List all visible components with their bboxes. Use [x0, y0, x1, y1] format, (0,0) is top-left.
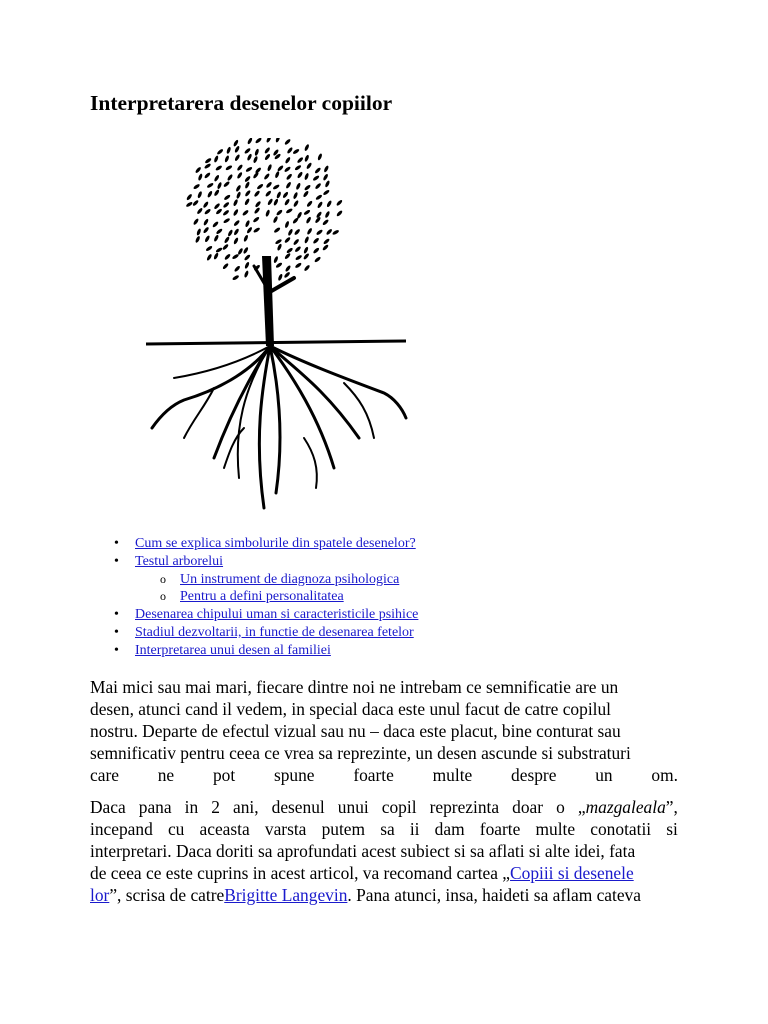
word: despre	[511, 765, 557, 785]
leaf-mark	[295, 254, 303, 261]
leaf-mark	[303, 264, 310, 272]
leaf-mark	[222, 243, 229, 250]
word: doar	[512, 797, 544, 817]
circle-bullet-icon: o	[160, 571, 166, 586]
leaf-mark	[303, 253, 310, 261]
leaf-mark	[236, 172, 243, 180]
leaf-mark	[192, 199, 199, 206]
leaf-mark	[326, 228, 333, 235]
leaf-mark	[312, 175, 320, 182]
word: foarte	[479, 819, 521, 839]
word: si	[666, 819, 678, 839]
leaf-mark	[285, 265, 292, 273]
root	[270, 346, 359, 438]
leaf-mark	[242, 209, 250, 216]
leaf-mark	[286, 147, 293, 155]
word: in	[184, 797, 199, 817]
leaf-mark	[253, 156, 259, 164]
leaf-mark	[326, 200, 332, 208]
leaf-mark	[223, 181, 231, 188]
leaf-mark	[193, 218, 200, 226]
leaf-mark	[206, 253, 213, 261]
leaf-mark	[332, 229, 340, 235]
paragraph-line	[90, 862, 678, 884]
leaf-mark	[323, 238, 331, 245]
leaf-mark	[196, 207, 203, 215]
leaf-mark	[315, 194, 323, 201]
leaf-mark	[213, 252, 219, 260]
leaf-mark	[203, 226, 210, 234]
leaf-mark	[292, 148, 300, 155]
leaf-mark	[324, 211, 330, 219]
leaf-mark	[273, 227, 281, 234]
leaf-mark	[284, 166, 292, 173]
leaf-mark	[294, 246, 301, 253]
leaf-mark	[225, 165, 233, 171]
leaf-mark	[324, 180, 330, 188]
leaf-mark	[264, 153, 271, 161]
leaf-mark	[233, 199, 239, 207]
word: om.	[651, 765, 678, 785]
leaf-mark	[206, 182, 214, 189]
root	[270, 346, 406, 418]
leaf-mark	[267, 198, 274, 206]
leaf-mark	[204, 208, 212, 215]
trunk	[262, 256, 274, 346]
leaf-mark	[277, 243, 283, 251]
leaf-mark	[245, 166, 253, 173]
leaf-mark	[253, 227, 261, 234]
leaf-mark	[273, 198, 279, 206]
leaf-mark	[204, 163, 212, 170]
toc-item	[90, 571, 418, 589]
leaf-mark	[272, 216, 278, 224]
leaf-mark	[284, 236, 291, 243]
text-fragment: ”, scrisa de catre	[109, 885, 225, 905]
leaf-mark	[323, 165, 329, 173]
leaf-mark	[186, 193, 193, 201]
leaf-mark	[212, 221, 219, 228]
toc-link[interactable]: Cum se explica simbolurile din spatele desenelor?	[135, 536, 416, 551]
word: cu	[167, 819, 185, 839]
word: unui	[337, 797, 369, 817]
leaf-mark	[213, 174, 220, 182]
leaf-mark	[283, 271, 290, 278]
ground-line	[146, 341, 406, 344]
leaf-mark	[256, 183, 264, 190]
leaf-mark	[304, 236, 310, 244]
leaf-mark	[204, 235, 210, 243]
word: „mazgaleala”,	[577, 797, 678, 817]
toc-item	[90, 606, 418, 624]
paragraph-line: Mai mici sau mai mari, fiecare dintre noi ne intrebam ce semnificatie are un	[90, 677, 619, 697]
paragraph-line: semnificativ pentru ceea ce vrea sa reprezinte, un desen ascunde si substraturi	[90, 743, 631, 763]
leaf-mark	[234, 145, 240, 153]
leaf-mark	[244, 147, 252, 154]
leaf-mark	[198, 173, 204, 181]
bullet-icon: •	[114, 553, 119, 569]
paragraph-line: interpretari. Daca doriti sa aprofundati acest subiect si sa aflati si alte idei, fata	[90, 841, 636, 861]
leaf-mark	[234, 265, 241, 272]
leaf-mark	[232, 253, 240, 260]
word: dam	[434, 819, 465, 839]
toc-link[interactable]: Stadiul dezvoltarii, in functie de desenarea fetelor	[135, 624, 414, 640]
word: pana	[138, 797, 172, 817]
word: ani,	[232, 797, 259, 817]
leaf-mark	[215, 228, 223, 235]
leaf-mark	[303, 209, 311, 216]
leaf-mark	[216, 148, 224, 155]
word: reprezinta	[429, 797, 500, 817]
leaf-mark	[322, 173, 328, 181]
leaf-mark	[304, 173, 310, 181]
book-link-continuation[interactable]: lor	[90, 885, 110, 905]
leaf-mark	[312, 237, 319, 244]
leaf-mark	[316, 229, 324, 236]
paragraph-line	[90, 818, 678, 840]
word: aceasta	[199, 819, 250, 839]
leaf-mark	[287, 228, 293, 236]
word: desenul	[271, 797, 325, 817]
leaf-mark	[322, 244, 329, 251]
leaf-mark	[243, 234, 249, 242]
bullet-icon: •	[114, 607, 119, 623]
leaf-mark	[322, 219, 329, 226]
leaf-mark	[203, 218, 209, 226]
leaf-mark	[277, 273, 283, 281]
circle-bullet-icon: o	[160, 589, 166, 604]
root	[152, 346, 270, 428]
leaf-mark	[275, 262, 283, 269]
leaf-mark	[314, 256, 322, 263]
leaf-mark	[297, 171, 304, 179]
leaf-mark	[204, 157, 212, 164]
leaf-mark	[276, 191, 282, 199]
leaf-mark	[293, 200, 300, 208]
leaf-mark	[244, 175, 251, 182]
word: multe	[432, 765, 473, 785]
leaf-mark	[202, 201, 209, 209]
leaf-mark	[204, 172, 211, 179]
leaf-mark	[223, 217, 231, 224]
leaf-mark	[294, 228, 301, 235]
leaf-mark	[233, 219, 240, 226]
word: un	[595, 765, 613, 785]
leaf-mark	[226, 146, 232, 154]
word: sa	[380, 819, 395, 839]
author-link[interactable]: Brigitte Langevin	[224, 885, 348, 905]
text-fragment: . Pana atunci, insa, haideti sa aflam cateva	[347, 885, 641, 905]
word: ne	[157, 765, 175, 785]
leaf-mark	[252, 216, 260, 223]
leaf-mark	[244, 270, 250, 278]
leaf-mark	[275, 138, 281, 143]
leaf-mark	[305, 216, 311, 224]
leaf-mark	[253, 190, 260, 198]
leaf-mark	[244, 261, 250, 269]
leaf-mark	[215, 208, 223, 215]
toc-item	[90, 588, 418, 606]
text-fragment: ”,	[665, 797, 678, 817]
leaf-mark	[284, 138, 291, 145]
leaf-mark	[263, 173, 270, 181]
leaf-mark	[207, 190, 213, 198]
leaf-mark	[213, 189, 220, 197]
paragraph-intro	[90, 676, 678, 786]
leaf-mark	[236, 164, 243, 172]
leaf-mark	[284, 252, 291, 259]
leaf-mark	[254, 148, 259, 156]
word: incepand	[90, 819, 153, 839]
leaf-mark	[286, 173, 293, 180]
leaf-mark	[244, 189, 251, 197]
leaf-mark	[265, 209, 271, 217]
leaf-mark	[197, 191, 203, 199]
leaf-mark	[185, 201, 193, 208]
leaf-mark	[213, 234, 219, 242]
leaf-mark	[222, 262, 229, 269]
leaf-mark	[195, 235, 201, 243]
leaf-mark	[244, 254, 251, 261]
word: o	[556, 797, 565, 817]
leaf-mark	[336, 199, 343, 206]
word: copil	[381, 797, 417, 817]
leaf-mark	[317, 201, 324, 209]
leaf-mark	[284, 198, 291, 206]
leaf-mark	[286, 247, 294, 254]
leaf-mark	[275, 238, 283, 245]
word: foarte	[353, 765, 394, 785]
leaf-mark	[306, 162, 313, 170]
leaf-mark	[273, 256, 279, 264]
leaf-mark	[295, 182, 301, 190]
leaf-mark	[196, 228, 202, 236]
root	[259, 346, 270, 508]
toc-item	[90, 642, 418, 660]
word: multe	[535, 819, 576, 839]
root	[344, 383, 374, 438]
leaf-mark	[294, 262, 302, 269]
leaf-mark	[336, 210, 343, 217]
leaf-mark	[233, 228, 240, 236]
leaf-mark	[193, 183, 201, 190]
leaf-mark	[272, 184, 280, 191]
paragraph-line: desen, atunci cand il vedem, in special daca este unul facut de catre copilul	[90, 699, 612, 719]
paragraph-age	[90, 796, 678, 906]
word: varsta	[264, 819, 307, 839]
leaf-mark	[265, 181, 272, 188]
word: pot	[212, 765, 236, 785]
leaf-mark	[233, 237, 239, 245]
leaf-mark	[265, 190, 272, 197]
word: 2	[211, 797, 220, 817]
word: spune	[273, 765, 315, 785]
leaf-mark	[266, 138, 272, 143]
leaf-mark	[213, 202, 220, 209]
root	[270, 346, 280, 493]
leaf-mark	[294, 164, 302, 171]
leaf-mark	[277, 165, 284, 172]
leaf-mark	[246, 226, 253, 234]
leaf-mark	[317, 153, 323, 161]
leaf-mark	[282, 191, 289, 199]
toc-link[interactable]: Interpretarea unui desen al familiei	[135, 642, 331, 658]
leaf-mark	[306, 200, 313, 208]
leaf-mark	[293, 238, 300, 246]
leaf-mark	[245, 220, 251, 228]
leaf-mark	[314, 167, 321, 174]
leaf-mark	[223, 194, 231, 201]
leaf-mark	[213, 155, 219, 163]
leaf-mark	[304, 144, 310, 152]
leaf-mark	[227, 229, 233, 237]
leaf-mark	[224, 253, 231, 260]
paragraph-line	[90, 796, 678, 818]
leaf-mark	[224, 236, 231, 244]
tree-with-roots-drawing	[144, 138, 414, 518]
leaf-mark	[205, 245, 213, 252]
leaf-mark	[234, 154, 241, 162]
bullet-icon: •	[114, 536, 119, 551]
leaf-mark	[244, 198, 250, 206]
leaf-mark	[284, 221, 290, 229]
leaf-mark	[296, 156, 303, 163]
leaf-mark	[222, 209, 230, 216]
leaf-mark	[233, 139, 239, 147]
leaf-mark	[247, 138, 253, 145]
toc-link[interactable]: Pentru a defini personalitatea	[180, 589, 344, 605]
leaf-mark	[285, 181, 292, 189]
leaf-mark	[215, 165, 223, 172]
leaf-mark	[255, 138, 263, 144]
leaf-mark	[285, 208, 293, 214]
leaf-mark	[274, 171, 280, 179]
word: putem	[321, 819, 366, 839]
page-title: Interpretarera desenelor copiilor	[90, 91, 393, 115]
leaf-mark	[304, 154, 310, 162]
bullet-icon: •	[114, 642, 119, 658]
toc-item	[90, 553, 418, 571]
bullet-icon: •	[114, 624, 119, 640]
leaf-mark	[306, 227, 313, 235]
leaf-mark	[267, 164, 273, 172]
table-of-contents	[90, 535, 418, 660]
leaf-mark	[302, 190, 309, 198]
toc-item	[90, 535, 418, 553]
toc-item	[90, 624, 418, 642]
leaf-mark	[217, 182, 223, 190]
leaf-mark	[276, 209, 283, 216]
leaf-mark	[244, 181, 250, 189]
toc-link[interactable]: Desenarea chipului uman si caracteristicile psihice	[135, 607, 419, 623]
leaf-mark	[215, 247, 223, 253]
leaf-mark	[232, 274, 240, 280]
leaf-mark	[254, 200, 261, 208]
word: Daca	[90, 797, 126, 817]
leaf-mark	[303, 246, 309, 254]
leaf-mark	[254, 207, 261, 215]
leaf-mark	[312, 247, 319, 254]
text-fragment: de ceea ce este cuprins in acest articol, va recomand cartea „	[90, 863, 511, 883]
leaf-mark	[235, 184, 241, 192]
leaf-mark	[264, 147, 271, 155]
leaf-mark	[224, 155, 230, 163]
leaf-mark	[222, 201, 229, 208]
leaf-mark	[195, 166, 202, 174]
paragraph-line	[90, 884, 678, 906]
book-link[interactable]: Copiii si desenele	[510, 863, 634, 883]
word: conotatii	[590, 819, 652, 839]
leaf-mark	[237, 247, 243, 255]
leaf-mark	[233, 209, 239, 217]
leaf-mark	[227, 174, 234, 182]
root	[304, 438, 317, 488]
leaf-mark	[284, 156, 291, 164]
toc-link[interactable]: Testul arborelui	[135, 553, 224, 569]
leaf-mark	[322, 189, 330, 196]
paragraph-last-line	[90, 764, 678, 786]
toc-link[interactable]: Un instrument de diagnoza psihologica	[180, 571, 400, 587]
word: care	[90, 765, 119, 785]
word: ii	[409, 819, 420, 839]
emphasis-word: mazgaleala	[585, 797, 666, 817]
root	[224, 428, 244, 468]
leaf-mark	[314, 182, 321, 189]
leaf-mark	[246, 153, 252, 161]
leaf-mark	[243, 246, 249, 254]
leaf-mark	[304, 184, 312, 191]
paragraph-line: nostru. Departe de efectul vizual sau nu – daca este placut, bine conturat sau	[90, 721, 621, 741]
leaf-mark	[236, 191, 242, 199]
leaf-mark	[293, 192, 299, 200]
